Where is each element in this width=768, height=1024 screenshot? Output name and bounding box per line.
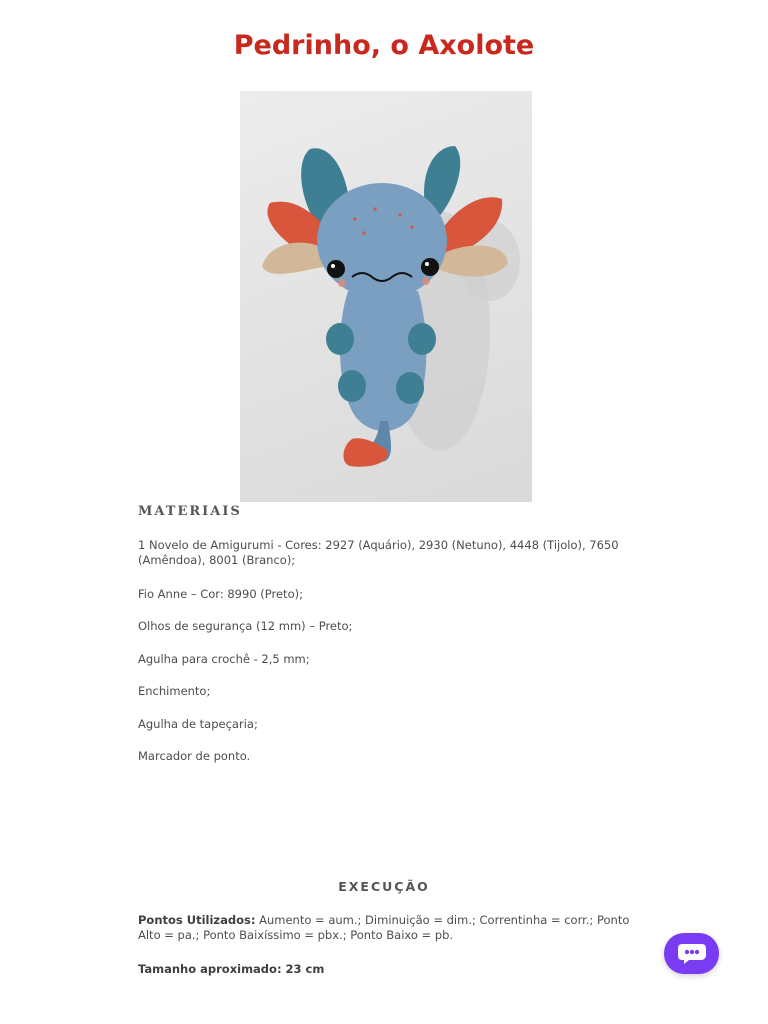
axolotl-photo [240,91,532,502]
page-title: Pedrinho, o Axolote [233,30,535,61]
chat-bubble-icon [677,942,707,965]
materials-item: Olhos de segurança (12 mm) – Preto; [138,619,353,633]
size-paragraph [138,962,633,977]
execution-heading: EXECUÇÃO [338,879,430,894]
materials-heading: MATERIAIS [138,504,242,519]
materials-item: Marcador de ponto. [138,749,251,763]
materials-item: Enchimento; [138,684,211,698]
materials-item: Agulha de tapeçaria; [138,717,258,731]
axolotl-amigurumi-image [240,91,532,502]
materials-item: Fio Anne – Cor: 8990 (Preto); [138,587,303,601]
materials-item: 1 Novelo de Amigurumi - Cores: 2927 (Aquário), 2930 (Netuno), 4448 (Tijolo), 7650 (Amêndoa), 8001 (Branco); [138,538,619,567]
size-label: Tamanho aproximado: 23 cm [138,962,325,976]
stitches-label: Pontos Utilizados: [138,913,256,927]
stitches-paragraph [138,913,633,943]
chat-button[interactable] [664,933,719,974]
materials-item: Agulha para crochê - 2,5 mm; [138,652,310,666]
stitches-text: Aumento = aum.; Diminuição = dim.; Correntinha = corr.; Ponto Alto = pa.; Ponto Baixíssimo = pbx.; Ponto Baixo = pb. [138,913,630,942]
